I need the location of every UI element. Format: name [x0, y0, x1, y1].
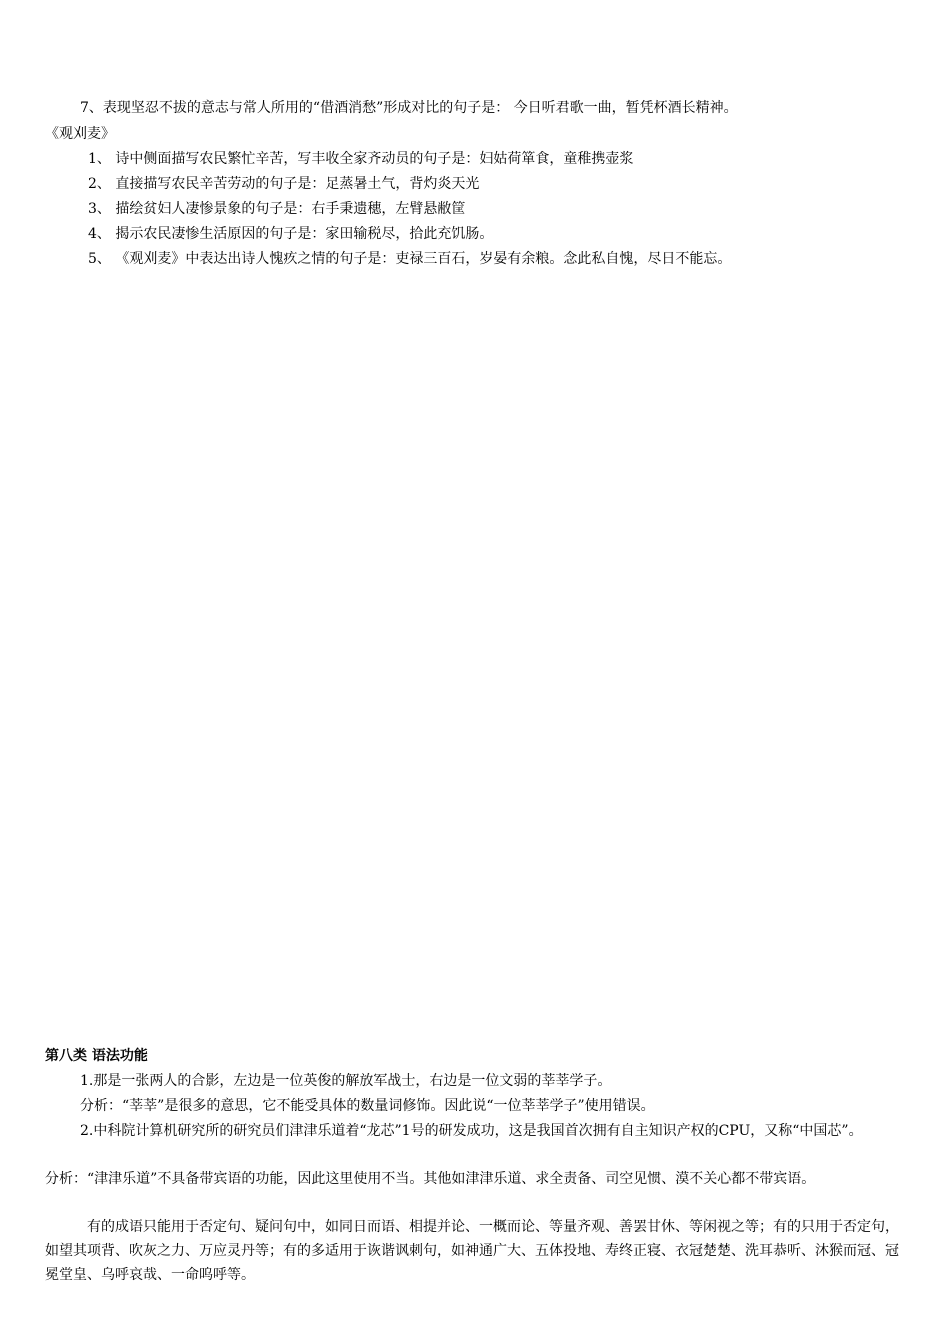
- item-7: 7、表现坚忍不拔的意志与常人所用的“借酒消愁”形成对比的句子是： 今日听君歌一曲，暂凭杯酒长精神。: [80, 100, 738, 116]
- poem-title: 《观刈麦》: [45, 126, 115, 142]
- list-item: 2、 直接描写农民辛苦劳动的句子是：足蒸暑土气，背灼炎天光: [88, 176, 480, 192]
- analysis-2: 分析：“津津乐道”不具备带宾语的功能，因此这里使用不当。其他如津津乐道、求全责备、司空见惯、漠不关心都不带宾语。: [45, 1171, 816, 1187]
- example-1: 1.那是一张两人的合影，左边是一位英俊的解放军战士，右边是一位文弱的莘莘学子。: [80, 1073, 612, 1089]
- list-item: 4、 揭示农民凄惨生活原因的句子是：家田输税尽，拾此充饥肠。: [88, 226, 494, 242]
- section-heading: 第八类 语法功能: [45, 1048, 148, 1064]
- list-item: 1、 诗中侧面描写农民繁忙辛苦，写丰收全家齐动员的句子是：妇姑荷箪食，童稚携壶浆: [88, 151, 634, 167]
- list-item: 5、 《观刈麦》中表达出诗人愧疚之情的句子是：吏禄三百石，岁晏有余粮。念此私自愧，尽日不能忘。: [88, 251, 732, 267]
- analysis-1: 分析：“莘莘”是很多的意思，它不能受具体的数量词修饰。因此说“一位莘莘学子”使用错误。: [80, 1098, 655, 1114]
- idiom-usage-paragraph: 有的成语只能用于否定句、疑问句中，如同日而语、相提并论、一概而论、等量齐观、善罢甘休、等闲视之等；有的只用于否定句，如望其项背、吹灰之力、万应灵丹等；有的多适用于诙谐讽刺句，如神通广大、五体投地、寿终正寝、衣冠楚楚、洗耳恭听、沐猴而冠、冠冕堂皇、乌呼哀哉、一命呜呼等。: [45, 1219, 899, 1283]
- list-item: 3、 描绘贫妇人凄惨景象的句子是：右手秉遗穗，左臂悬敝筐: [88, 201, 466, 217]
- example-2: 2.中科院计算机研究所的研究员们津津乐道着“龙芯”1号的研发成功，这是我国首次拥有自主知识产权的CPU，又称“中国芯”。: [80, 1123, 863, 1139]
